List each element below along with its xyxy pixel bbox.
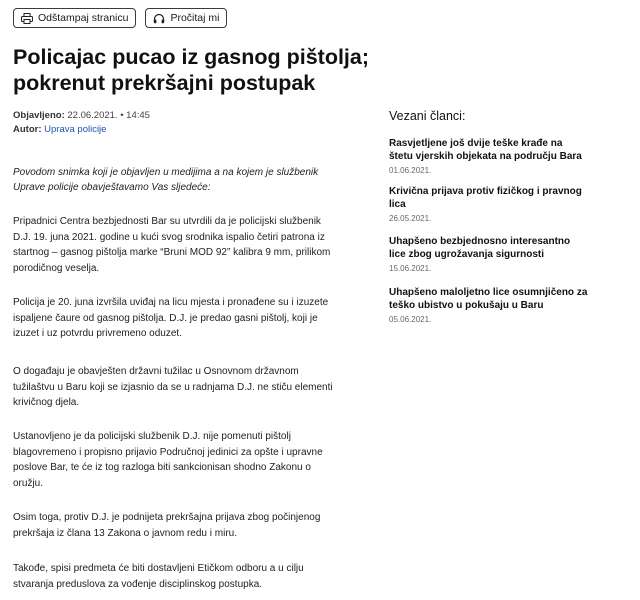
printer-icon: [21, 13, 33, 24]
article-paragraph: Takođe, spisi predmeta će biti dostavljeni Etičkom odboru a u cilju stvaranja preduslova za vođenje disciplinskog postupka.: [13, 563, 304, 590]
article-paragraph: Policija je 20. juna izvršila uviđaj na licu mjesta i pronađene su i izuzete ispaljene čaure od gasnog pištolja. D.J. je predao gasni pištolj, koji je izuzet i uz potvrdu privremeno oduzet.: [13, 297, 329, 339]
article-paragraph: Osim toga, protiv D.J. je podnijeta prekršajna prijava zbog počinjenog prekršaja iz člana 13 Zakona o javnom redu i miru.: [13, 512, 321, 539]
related-article-date: 15.06.2021.: [389, 264, 432, 273]
related-article: [389, 286, 589, 324]
article-paragraph: Ustanovljeno je da policijski službenik D.J. nije pomenuti pištolj blagovremeno i propisno prijavio Područnoj jedinici za opšte i upravne poslove Bar, te će iz tog razloga biti sankcionisan shodno Zakonu o oružju.: [13, 431, 323, 489]
author-line: [13, 123, 150, 137]
related-article: [389, 185, 589, 223]
related-article: [389, 235, 589, 273]
article-meta: [13, 109, 150, 137]
related-article-date: 05.06.2021.: [389, 315, 432, 324]
related-article-link[interactable]: Rasvjetljene još dvije teške krađe na štetu vjerskih objekata na području Bara: [389, 138, 582, 162]
related-article-date: 26.05.2021.: [389, 214, 432, 223]
author-link[interactable]: Uprava policije: [44, 124, 107, 135]
headphones-icon: [153, 13, 165, 24]
published-line: [13, 109, 150, 123]
article-title: Policajac pucao iz gasnog pištolja; pokrenut prekršajni postupak: [13, 45, 370, 95]
published-value: 22.06.2021. • 14:45: [67, 110, 150, 121]
article-paragraph: O događaju je obavješten državni tužilac u Osnovnom državnom tužilaštvu u Baru koji se izjasnio da se u radnjama D.J. ne stiču elementi krivičnog djela.: [13, 366, 333, 408]
author-label: Autor:: [13, 124, 42, 135]
related-article-link[interactable]: Uhapšeno bezbjednosno interesantno lice zbog ugrožavanja sigurnosti: [389, 236, 571, 260]
read-aloud-label: Pročitaj mi: [170, 12, 220, 24]
related-article-link[interactable]: Uhapšeno maloljetno lice osumnjičeno za teško ubistvo u pokušaju u Baru: [389, 287, 588, 311]
article-toolbar: [13, 8, 227, 28]
related-article-date: 01.06.2021.: [389, 166, 432, 175]
article-intro: Povodom snimka koji je objavljen u medijima a na kojem je službenik Uprave policije obavještavamo Vas sljedeće:: [13, 167, 319, 193]
print-page-button[interactable]: [13, 8, 136, 28]
print-page-label: Odštampaj stranicu: [38, 12, 129, 24]
related-article-link[interactable]: Krivična prijava protiv fizičkog i pravnog lica: [389, 186, 582, 210]
article-paragraph: Pripadnici Centra bezbjednosti Bar su utvrdili da je policijski službenik D.J. 19. juna 2021. godine u kući svog srodnika ispalio četiri patrona iz startnog – gasnog pištolja marke “Bruni MOD 92” kalibra 9 mm, prilikom porodičnog veselja.: [13, 216, 331, 274]
read-aloud-button[interactable]: [145, 8, 227, 28]
published-label: Objavljeno:: [13, 110, 65, 121]
related-articles-heading: Vezani članci:: [389, 109, 466, 123]
related-article: [389, 137, 589, 175]
